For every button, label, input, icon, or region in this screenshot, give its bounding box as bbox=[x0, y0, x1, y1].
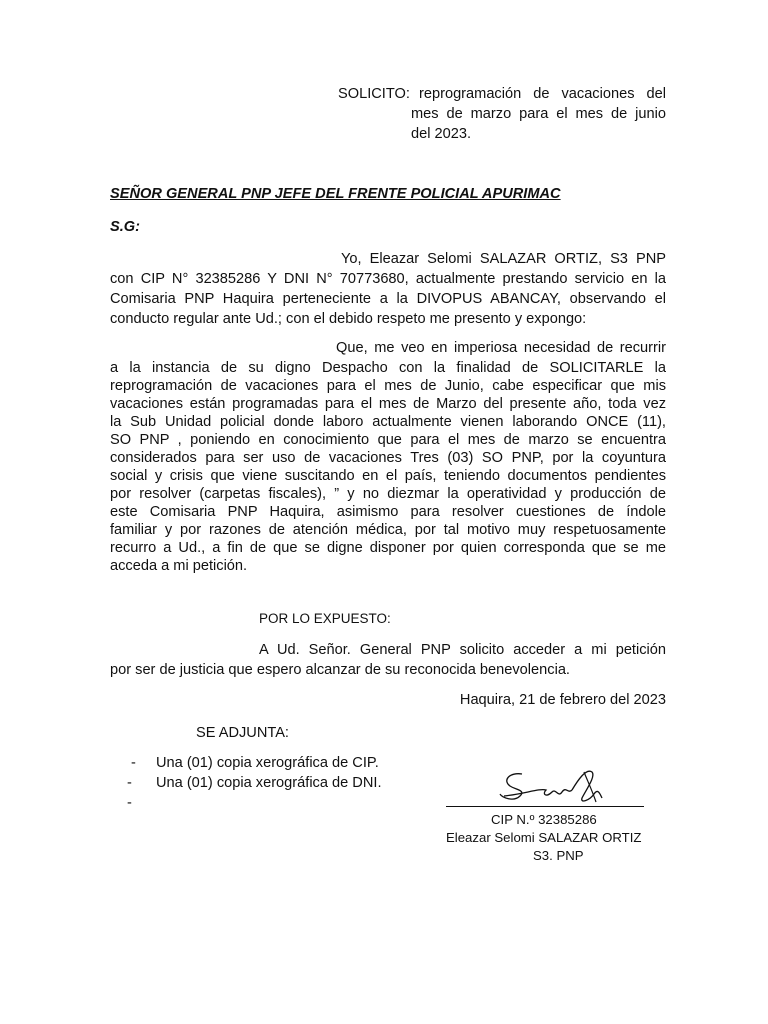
body-line: la Sub Unidad policial donde laboro actualmente vienen laborando ONCE (11), bbox=[110, 414, 666, 430]
closing-line: por ser de justicia que espero alcanzar de su reconocida benevolencia. bbox=[110, 662, 570, 678]
place-date: Haquira, 21 de febrero del 2023 bbox=[459, 692, 666, 708]
attachment-bullet: - bbox=[127, 775, 132, 791]
body-line: a la instancia de su digno Despacho con la finalidad de SOLICITARLE la bbox=[110, 360, 666, 376]
handwritten-signature bbox=[496, 764, 608, 810]
solicito-line-1: reprogramación de vacaciones del bbox=[419, 86, 666, 102]
signature-rank: S3. PNP bbox=[533, 848, 584, 863]
body-line: considerados para ser uso de vacaciones Tres (03) SO PNP, por la coyuntura bbox=[110, 450, 666, 466]
body-line: reprogramación de vacaciones para el mes de Junio, cabe especificar que mis bbox=[110, 378, 666, 394]
addressee-heading: SEÑOR GENERAL PNP JEFE DEL FRENTE POLICIAL APURIMAC bbox=[110, 186, 561, 202]
body-line: familiar y por razones de atención médica, por tal motivo muy respetuosamente bbox=[110, 522, 666, 538]
solicito-label: SOLICITO: bbox=[338, 86, 410, 102]
salutation: S.G: bbox=[110, 219, 140, 235]
body-line: SO PNP , poniendo en conocimiento que para el mes de marzo se encuentra bbox=[110, 432, 666, 448]
closing-line: A Ud. Señor. General PNP solicito acceder a mi petición bbox=[259, 642, 666, 658]
attachments-heading: SE ADJUNTA: bbox=[196, 725, 289, 741]
signature-cip: CIP N.º 32385286 bbox=[491, 812, 597, 827]
body-line: social y crisis que viene suscitando en el país, teniendo documentos pendientes bbox=[110, 468, 666, 484]
body-line: acceda a mi petición. bbox=[110, 558, 248, 574]
solicito-line-3: del 2023. bbox=[411, 126, 472, 142]
body-line: vacaciones están programadas para el mes de Marzo del presente año, toda vez bbox=[110, 396, 666, 412]
intro-line: con CIP N° 32385286 Y DNI N° 70773680, actualmente prestando servicio en la bbox=[110, 271, 666, 287]
por-lo-expuesto-label: POR LO EXPUESTO: bbox=[259, 611, 391, 626]
attachment-item: Una (01) copia xerográfica de DNI. bbox=[156, 775, 382, 791]
signature-name: Eleazar Selomi SALAZAR ORTIZ bbox=[446, 830, 642, 845]
intro-line: Comisaria PNP Haquira perteneciente a la DIVOPUS ABANCAY, observando el bbox=[110, 291, 666, 307]
body-line: este Comisaria PNP Haquira, asimismo para resolver cuestiones de índole bbox=[110, 504, 666, 520]
attachment-item: Una (01) copia xerográfica de CIP. bbox=[156, 755, 379, 771]
body-line: por resolver (carpetas fiscales), ” y no diezmar la operatividad y producción de bbox=[110, 486, 666, 502]
solicito-line-2: mes de marzo para el mes de junio bbox=[411, 106, 666, 122]
attachment-bullet: - bbox=[127, 795, 132, 811]
signature-line bbox=[446, 806, 644, 807]
body-line: recurro a Ud., a fin de que se digne disponer por quien corresponda que se me bbox=[110, 540, 666, 556]
intro-line: Yo, Eleazar Selomi SALAZAR ORTIZ, S3 PNP bbox=[341, 251, 666, 267]
attachment-bullet: - bbox=[131, 755, 136, 771]
body-line: Que, me veo en imperiosa necesidad de recurrir bbox=[336, 340, 666, 356]
intro-line: conducto regular ante Ud.; con el debido respeto me presento y expongo: bbox=[110, 311, 587, 327]
